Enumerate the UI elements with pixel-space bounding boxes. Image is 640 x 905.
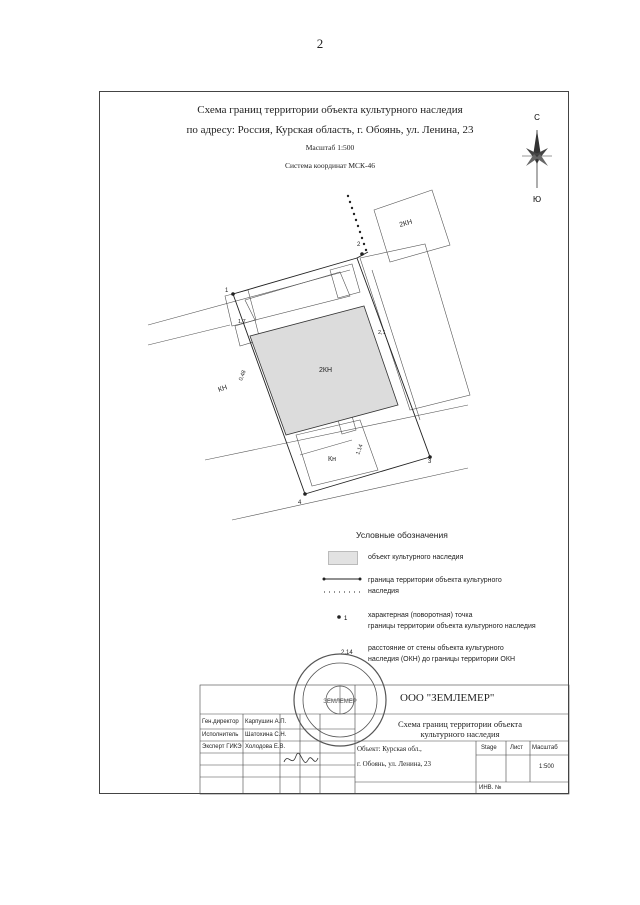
role-label: Ген.директор <box>202 719 239 725</box>
point-label: 4 <box>298 500 302 506</box>
page-number: 2 <box>316 36 324 51</box>
distance-label: 0,48 <box>238 369 248 382</box>
role-name: Холодова Е.В. <box>245 744 286 750</box>
scheme-scale: Масштаб 1:500 <box>305 143 355 152</box>
signature <box>284 753 318 762</box>
compass-north-label: С <box>534 113 540 122</box>
compass-south-label: Ю <box>532 195 542 204</box>
stamp-text: ЗЕМЛЕМЕР <box>323 699 357 705</box>
coordinate-system: Система координат МСК-46 <box>284 161 376 170</box>
col-sheet: Лист <box>510 745 524 751</box>
inventory-number: ИНВ. № <box>479 785 502 791</box>
role-label: Исполнитель <box>202 732 239 738</box>
legend-point-number: 1 <box>344 616 348 622</box>
doc-title: Схема границ территории объекта <box>398 719 522 729</box>
distance-label: 2,1 <box>378 330 386 336</box>
scheme-title: Схема границ территории объекта культурного наследия <box>197 104 463 116</box>
company-name: ООО "ЗЕМЛЕМЕР" <box>400 692 495 704</box>
distance-label: 1,7 <box>238 319 246 325</box>
col-scale: Масштаб <box>532 745 558 751</box>
legend-okn-label: объект культурного наследия <box>368 554 464 561</box>
point-label: 3 <box>428 459 432 465</box>
point-label: 2 <box>357 242 361 248</box>
building-label: 2КН <box>319 367 333 374</box>
scheme-address: по адресу: Россия, Курская область, г. Обоянь, ул. Ленина, 23 <box>186 124 474 136</box>
building-label: Кн <box>328 456 336 463</box>
legend-distance-value: 2,14 <box>341 650 353 656</box>
distance-label: 1,14 <box>355 443 365 456</box>
role-name: Шатохина С.Н. <box>245 732 287 738</box>
object-address: г. Обоянь, ул. Ленина, 23 <box>357 760 432 768</box>
legend-point-label-2: границы территории объекта культурного наследия <box>368 623 536 630</box>
point-label: 1 <box>225 288 229 294</box>
col-stage: Stage <box>481 745 497 751</box>
doc-title-2: культурного наследия <box>420 729 500 739</box>
object-label: Объект: Курская обл., <box>357 745 422 753</box>
role-label: Эксперт ГИКЭ <box>202 744 242 750</box>
building-label: 2КН <box>398 218 414 229</box>
building-label: КН <box>217 384 229 394</box>
scale-value: 1:500 <box>539 764 555 770</box>
legend-title: Условные обозначения <box>356 530 448 540</box>
legend-boundary-label-2: наследия <box>368 588 399 595</box>
role-name: Карпушин А.П. <box>245 719 287 725</box>
legend-point-label: характерная (поворотная) точка <box>368 612 473 619</box>
legend-distance-label: расстояние от стены объекта культурного <box>368 645 504 652</box>
legend-boundary-label: граница территории объекта культурного <box>368 577 502 584</box>
legend-distance-label-2: наследия (ОКН) до границы территории ОКН <box>368 656 515 663</box>
